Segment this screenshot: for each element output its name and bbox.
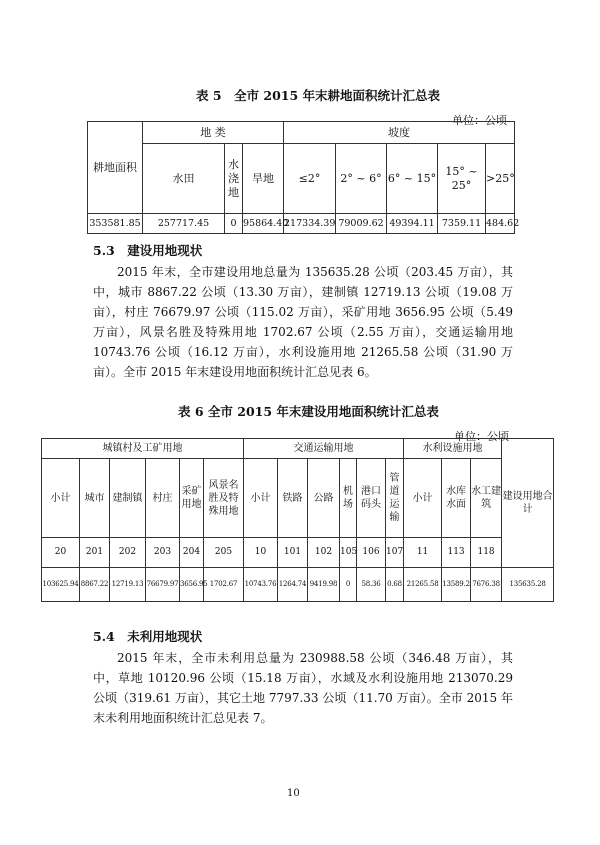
t6-group-transport: 交通运输用地	[244, 439, 404, 459]
t6-value-water-subtotal: 21265.58	[404, 568, 442, 602]
t5-value-dryland: 95864.40	[243, 214, 284, 234]
t6-col-scenic: 风景名胜及特殊用地	[204, 459, 244, 538]
t6-col-town: 建制镇	[110, 459, 146, 538]
t5-header-paddy: 水田	[143, 144, 225, 214]
t6-group-total: 建设用地合计	[502, 439, 554, 568]
t6-code-scenic: 205	[204, 538, 244, 568]
t5-value-slope-3: 49394.11	[387, 214, 438, 234]
t6-col-water-subtotal: 小计	[404, 459, 442, 538]
t6-value-village: 76679.97	[146, 568, 180, 602]
t6-value-mining: 3656.95	[180, 568, 204, 602]
t6-group-urban: 城镇村及工矿用地	[42, 439, 244, 459]
t6-value-pipeline: 0.68	[386, 568, 404, 602]
t6-col-transport-subtotal: 小计	[244, 459, 278, 538]
section-5-4-body	[93, 648, 513, 728]
t6-value-transport-subtotal: 10743.76	[244, 568, 278, 602]
t6-code-port: 106	[357, 538, 386, 568]
t5-header-slope-5: >25°	[486, 144, 515, 214]
t6-code-railway: 101	[278, 538, 308, 568]
t5-value-irrigated: 0	[225, 214, 243, 234]
t6-col-city: 城市	[80, 459, 110, 538]
section-5-3-heading: 5.3 建设用地现状	[93, 243, 203, 258]
t6-code-village: 203	[146, 538, 180, 568]
t6-value-urban-subtotal: 103625.94	[42, 568, 80, 602]
t6-value-reservoir: 13589.2	[442, 568, 471, 602]
t6-col-urban-subtotal: 小计	[42, 459, 80, 538]
t6-code-highway: 102	[308, 538, 340, 568]
section-5-4-text: 2015 年末，全市未利用总量为 230988.58 公顷（346.48 万亩），其中，草地 10120.96 公顷（15.18 万亩），水域及水利设施用地 213070.29 公顷（319.61 万亩），其它土地 7797.33 公顷（11.70 万亩）。全市 2015 年末未利用地面积统计汇总见表 7。	[93, 651, 513, 725]
t6-col-mining: 采矿用地	[180, 459, 204, 538]
t6-value-city: 8867.22	[80, 568, 110, 602]
t6-value-port: 58.36	[357, 568, 386, 602]
t6-col-railway: 铁路	[278, 459, 308, 538]
t6-code-reservoir: 113	[442, 538, 471, 568]
t6-code-water-subtotal: 11	[404, 538, 442, 568]
section-5-3-text: 2015 年末，全市建设用地总量为 135635.28 公顷（203.45 万亩），其中，城市 8867.22 公顷（13.30 万亩），建制镇 12719.13 公顷（19.08 万亩），村庄 76679.97 公顷（115.02 万亩），采矿用地 3656.95 公顷（5.49 万亩），风景名胜及特殊用地 1702.67 公顷（2.55 万亩），交通运输用地 10743.76 公顷（16.12 万亩），水利设施用地 21265.58 公顷（31.90 万亩）。全市 2015 年末建设用地面积统计汇总见表 6。	[93, 265, 513, 379]
section-5-3-body	[93, 262, 513, 382]
t6-col-reservoir: 水库水面	[442, 459, 471, 538]
table6-unit: 单位：公顷	[454, 430, 509, 443]
table5	[87, 121, 520, 234]
t6-col-airport: 机场	[340, 459, 357, 538]
t5-value-arable: 353581.85	[88, 214, 143, 234]
t6-code-hydraulic: 118	[471, 538, 502, 568]
t5-value-slope-1: 217334.39	[284, 214, 336, 234]
t6-code-pipeline: 107	[386, 538, 404, 568]
t5-value-slope-4: 7359.11	[438, 214, 486, 234]
t5-header-slope-3: 6° ~ 15°	[387, 144, 438, 214]
t6-code-transport-subtotal: 10	[244, 538, 278, 568]
t6-col-port: 港口码头	[357, 459, 386, 538]
t5-value-slope-5: 484.62	[486, 214, 515, 234]
t6-col-highway: 公路	[308, 459, 340, 538]
t5-value-paddy: 257717.45	[143, 214, 225, 234]
table5-unit: 单位：公顷	[452, 114, 507, 127]
t5-header-slope-1: ≤2°	[284, 144, 336, 214]
t6-code-urban-subtotal: 20	[42, 538, 80, 568]
t6-code-mining: 204	[180, 538, 204, 568]
t5-header-slope-4: 15° ~ 25°	[438, 144, 486, 214]
t6-col-village: 村庄	[146, 459, 180, 538]
t5-header-arable: 耕地面积	[88, 122, 143, 214]
t6-code-town: 202	[110, 538, 146, 568]
t6-col-hydraulic: 水工建筑	[471, 459, 502, 538]
table6	[41, 438, 554, 602]
t6-code-airport: 105	[340, 538, 357, 568]
t5-header-land-type: 地 类	[143, 122, 284, 144]
t5-header-dryland: 旱地	[243, 144, 284, 214]
t6-value-airport: 0	[340, 568, 357, 602]
t6-group-water: 水利设施用地	[404, 439, 502, 459]
t5-header-slope: 坡度	[284, 122, 515, 144]
t6-code-city: 201	[80, 538, 110, 568]
t6-value-scenic: 1702.67	[204, 568, 244, 602]
t6-value-total: 135635.28	[502, 568, 554, 602]
t6-value-highway: 9419.98	[308, 568, 340, 602]
t5-header-irrigated: 水浇地	[225, 144, 243, 214]
t6-value-town: 12719.13	[110, 568, 146, 602]
section-5-4-heading: 5.4 未利用地现状	[93, 629, 203, 644]
table6-caption: 表 6 全市 2015 年末建设用地面积统计汇总表	[178, 404, 439, 419]
table5-caption: 表 5 全市 2015 年末耕地面积统计汇总表	[196, 88, 441, 103]
t6-col-pipeline: 管道运输	[386, 459, 404, 538]
t5-header-slope-2: 2° ~ 6°	[336, 144, 387, 214]
t6-value-railway: 1264.74	[278, 568, 308, 602]
t5-value-slope-2: 79009.62	[336, 214, 387, 234]
t6-value-hydraulic: 7676.38	[471, 568, 502, 602]
page-number: 10	[287, 788, 300, 799]
